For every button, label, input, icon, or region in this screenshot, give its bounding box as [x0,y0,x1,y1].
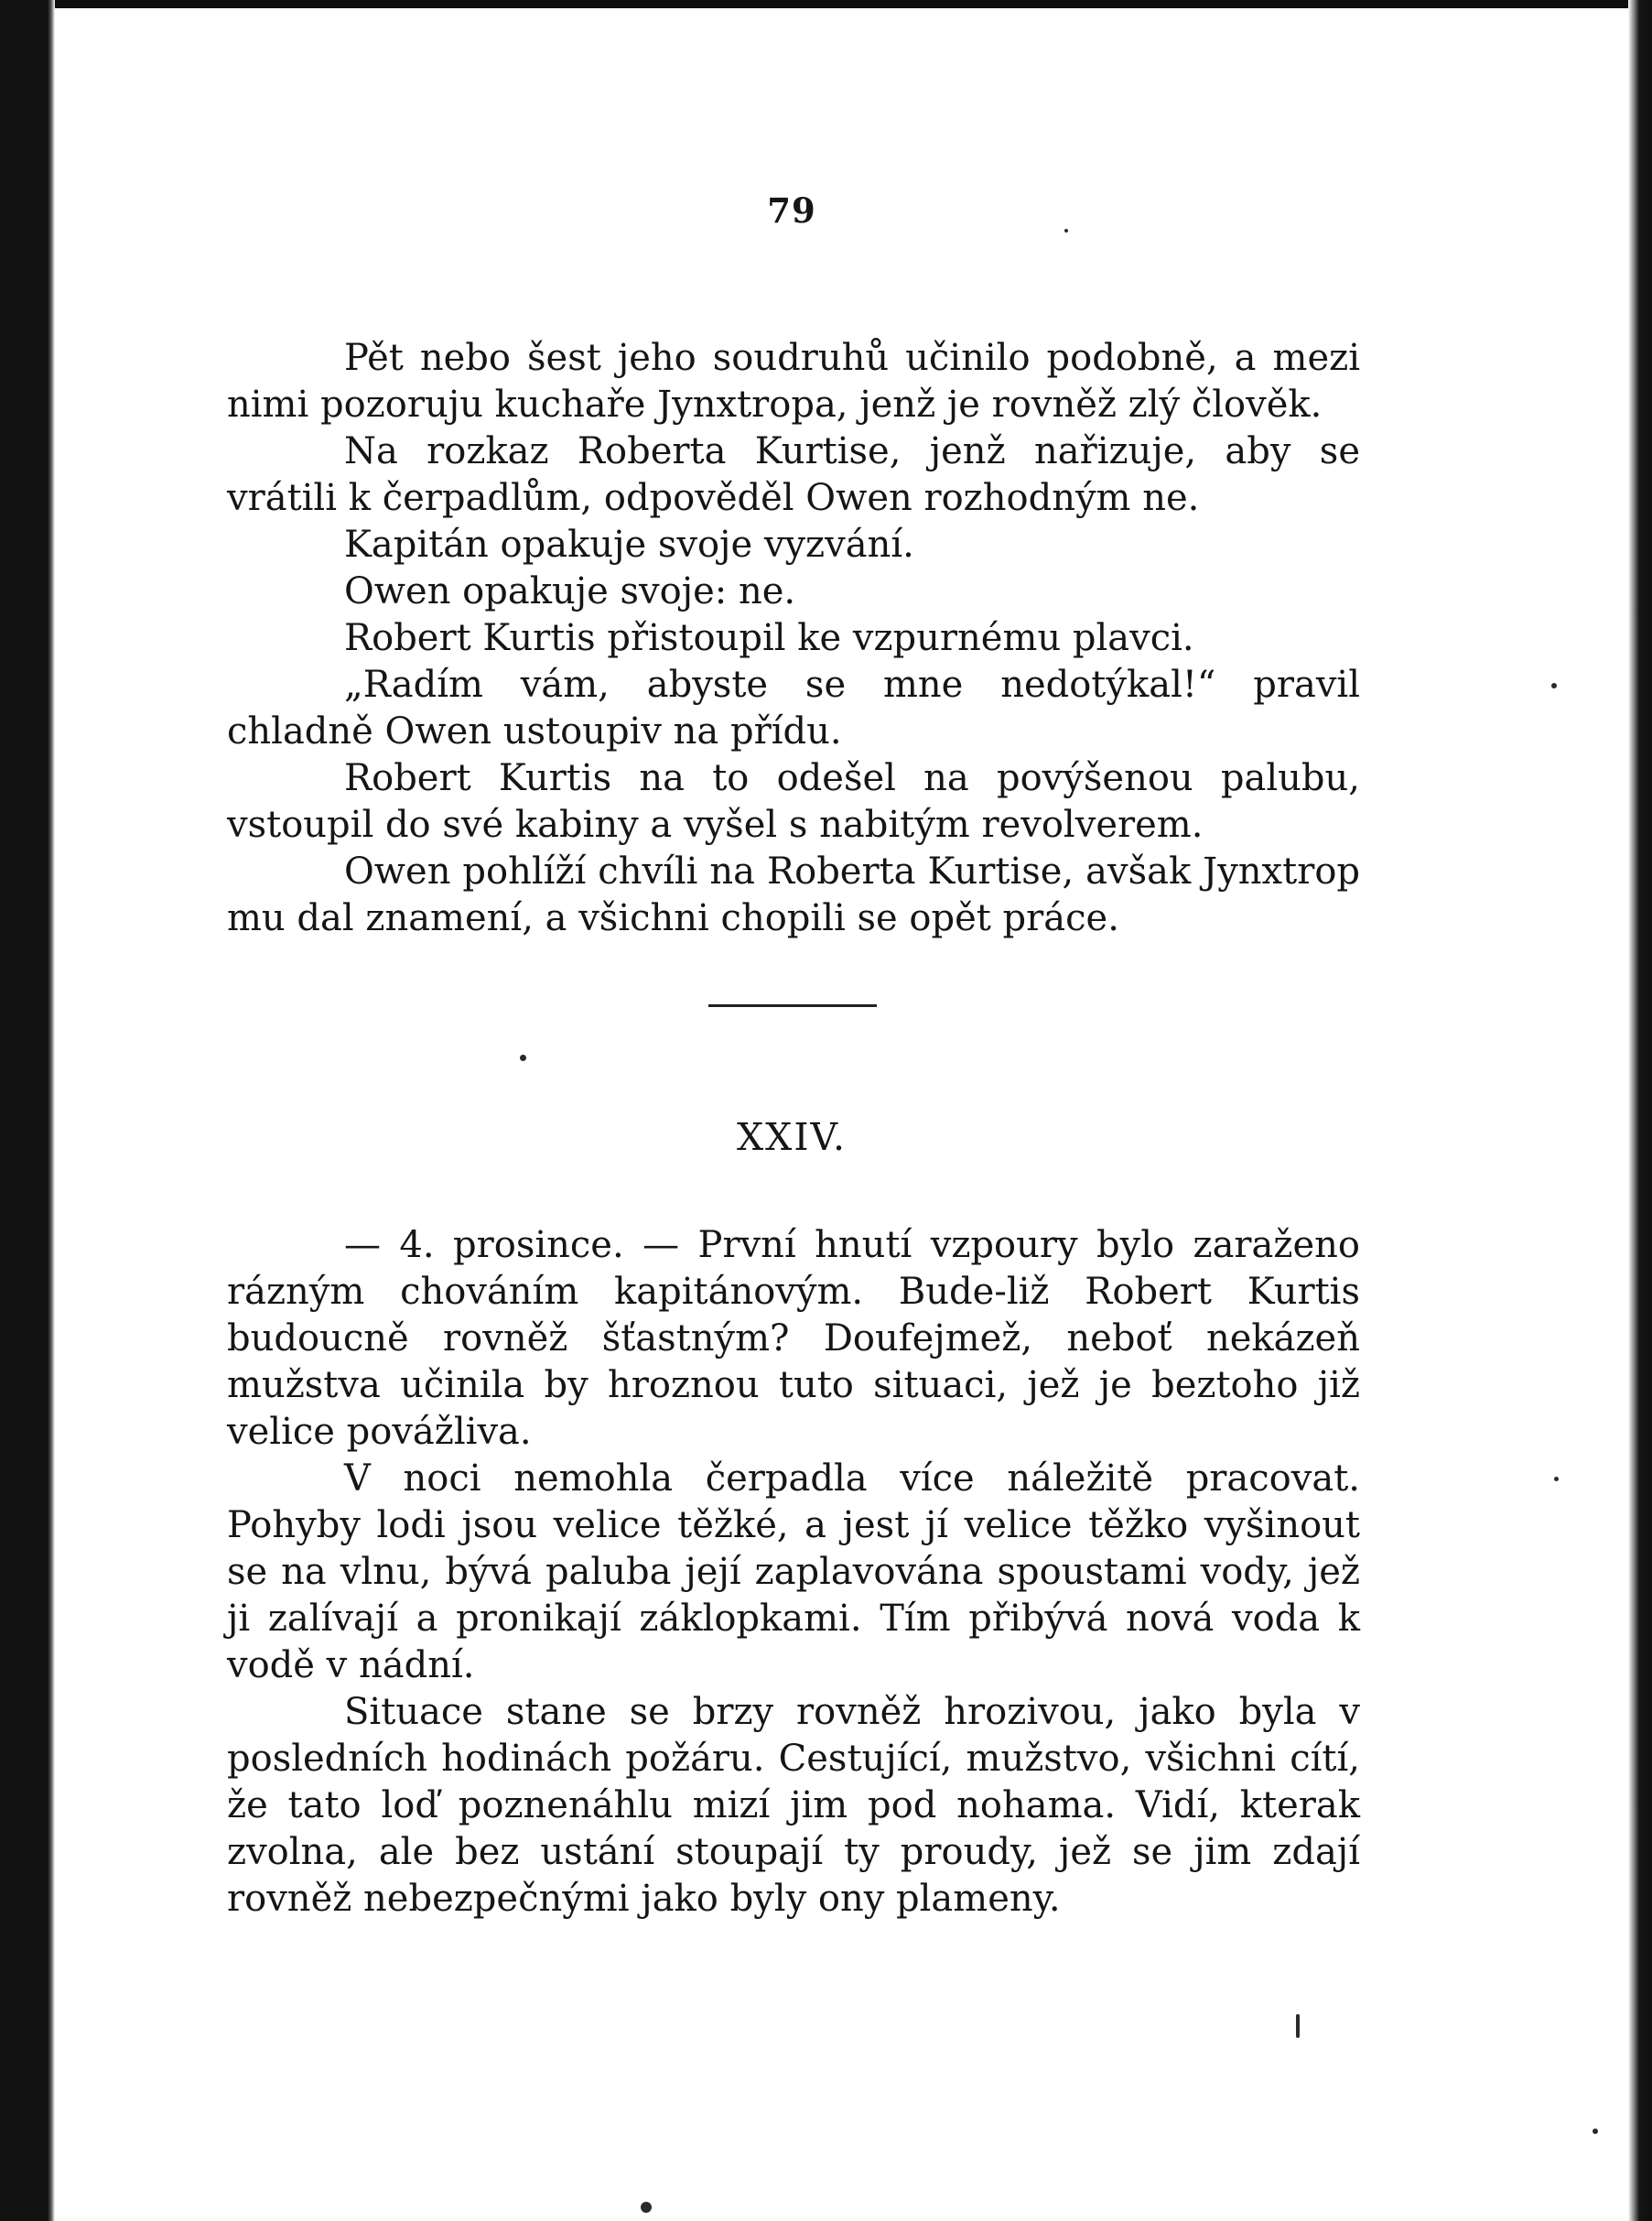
paragraph: Situace stane se brzy rovněž hrozivou, jako byla v posledních hodinách požáru. Cestující, mužstvo, všichni cítí, že tato loď poznenáhlu mizí jim pod nohama. Vidí, kterak zvolna, ale bez ustání stoupají ty proudy, jež se jim zdají rovněž nebezpečnými jako byly ony plameny. [227,1691,1360,1920]
paragraph: Robert Kurtis přistoupil ke vzpurnému plavci. [344,617,1194,659]
scan-top-edge [0,0,1652,8]
paragraph: Owen pohlíží chvíli na Roberta Kurtise, avšak Jynxtrop mu dal znamení, a všichni chopili se opět práce. [227,850,1360,939]
scan-speck [1554,1477,1559,1481]
chapter-heading: XXIV. [736,1115,848,1159]
text-block-1 [227,335,1360,942]
scan-speck [520,1055,526,1061]
paragraph: V noci nemohla čerpadla více náležitě pracovat. Pohyby lodi jsou velice těžké, a jest jí velice těžko vyšinout se na vlnu, bývá paluba její zaplavována spoustami vody, jež ji zalívají a pronikají záklopkami. Tím přibývá nová voda k vodě v nádní. [227,1457,1360,1686]
text-block-2 [227,1222,1360,1923]
scan-speck [641,2202,652,2213]
paragraph: — 4. prosince. — První hnutí vzpoury bylo zaraženo rázným chováním kapitánovým. Bude-liž Robert Kurtis budoucně rovněž šťastným? Doufejmež, neboť nekázeň mužstva učinila by hroznou tuto situaci, jež je beztoho již velice povážliva. [227,1224,1360,1453]
paragraph: Owen opakuje svoje: ne. [344,570,796,612]
page-number: 79 [767,190,816,231]
scan-left-edge [0,0,55,2221]
paragraph: Pět nebo šest jeho soudruhů učinilo podobně, a mezi nimi pozoruju kuchaře Jynxtropa, jenž je rovněž zlý člověk. [227,337,1360,426]
scan-speck [1296,2014,1300,2038]
paragraph: Na rozkaz Roberta Kurtise, jenž nařizuje, aby se vrátili k čerpadlům, odpověděl Owen rozhodným ne. [227,430,1360,519]
paragraph: „Radím vám, abyste se mne nedotýkal!“ pravil chladně Owen ustoupiv na přídu. [227,664,1360,753]
scan-speck [1551,683,1557,688]
section-divider [708,1004,877,1007]
scan-right-edge [1628,0,1652,2221]
scan-speck [1593,2129,1598,2134]
scan-speck [1064,229,1068,233]
paragraph: Robert Kurtis na to odešel na povýšenou palubu, vstoupil do své kabiny a vyšel s nabitým revolverem. [227,757,1360,846]
paragraph: Kapitán opakuje svoje vyzvání. [344,524,914,566]
